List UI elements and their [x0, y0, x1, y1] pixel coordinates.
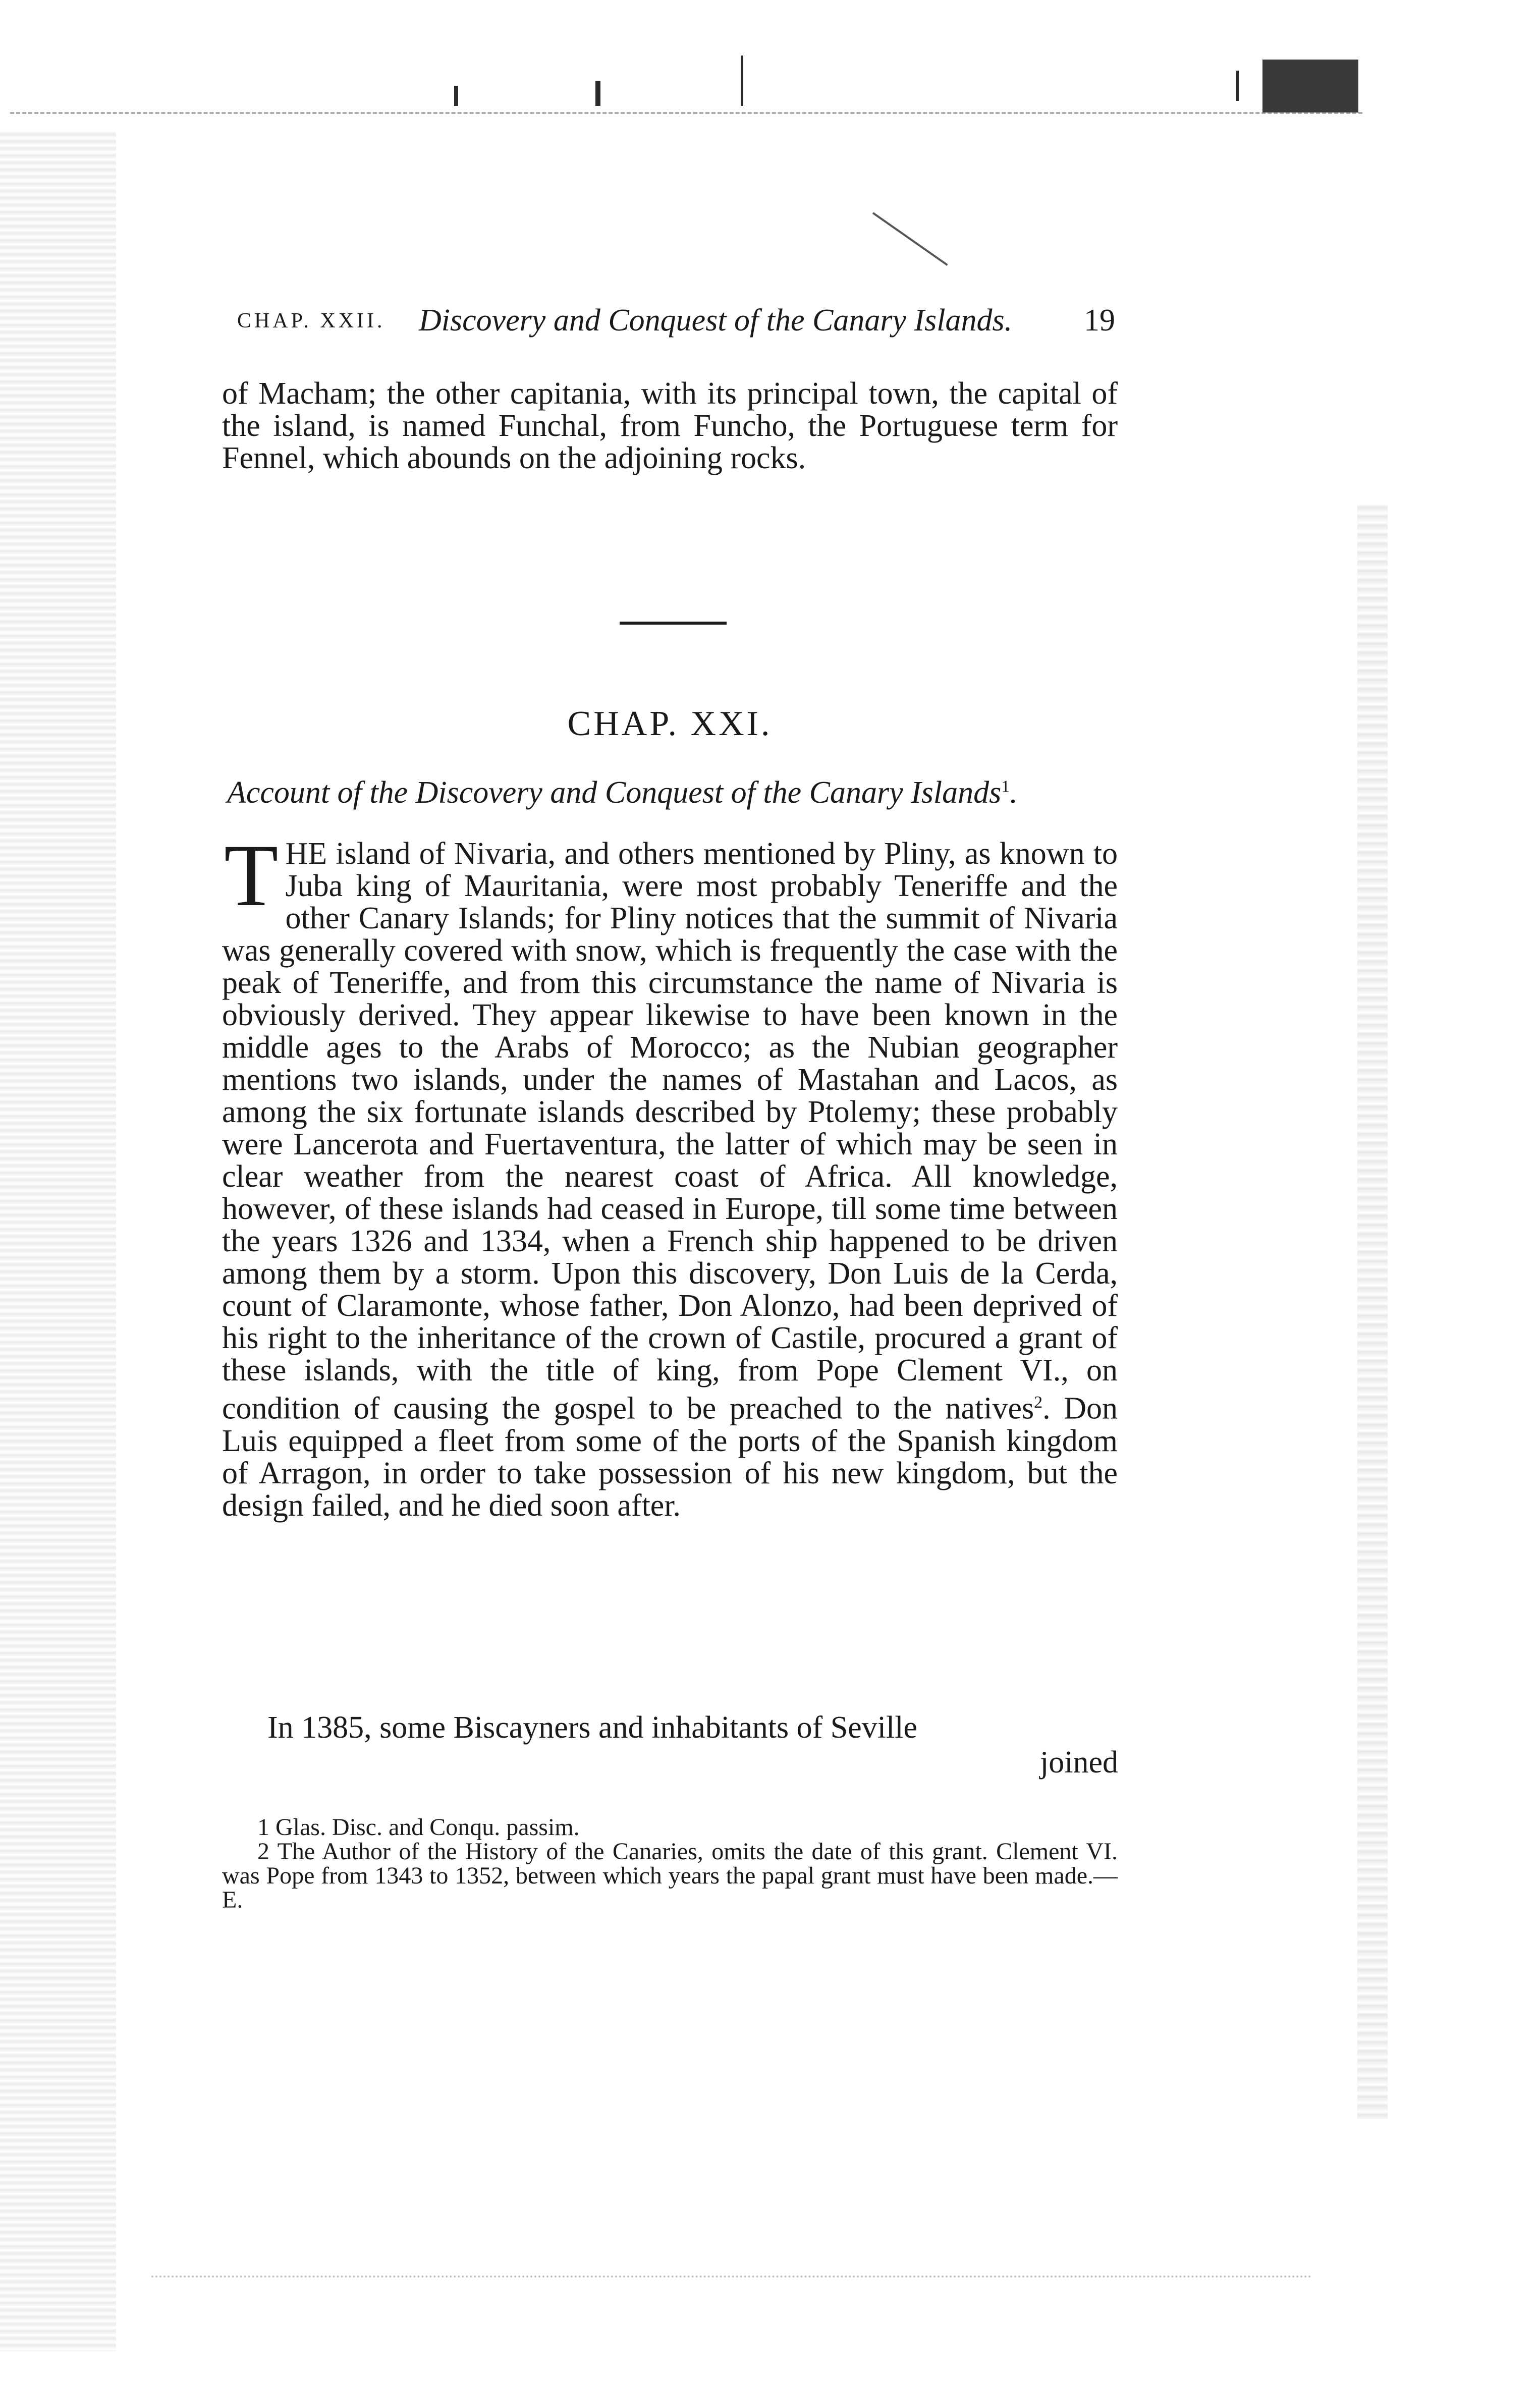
- scan-edge-left: [0, 131, 116, 2351]
- scan-bottom-edge: [151, 2276, 1312, 2278]
- running-head-title: Discovery and Conquest of the Canary Islands.: [419, 303, 1013, 338]
- footnote: [222, 1815, 1118, 1840]
- main-paragraph: [222, 826, 1118, 1523]
- drop-cap: T: [224, 826, 279, 925]
- footnote: [222, 1840, 1118, 1912]
- final-paragraph: In 1385, some Biscayners and inhabitants of Seville: [267, 1710, 917, 1745]
- footnote-ref: 1: [1001, 777, 1010, 796]
- main-paragraph-text-after-note: . Don Luis equipped a fleet from some of the ports of the Spanish kingdom of Arragon, in order to take possession of his new kingdom, but the design failed, and he died soon after.: [222, 1391, 1118, 1523]
- scan-mark: [741, 56, 743, 106]
- footnote-text: The Author of the History of the Canaries, omits the date of this grant. Clement VI. was Pope from 1343 to 1352, between which years the papal grant must have been made.—E.: [222, 1838, 1118, 1913]
- scan-mark: [1236, 71, 1239, 101]
- footnote-ref: 2: [1034, 1393, 1043, 1412]
- section-divider: [620, 622, 727, 625]
- scan-mark: [454, 86, 458, 106]
- footnote-marker: 1: [257, 1814, 269, 1841]
- running-head: [237, 303, 1115, 343]
- opening-paragraph: of Macham; the other capitania, with its principal town, the capital of the island, is named Funchal, from Funcho, the Portuguese term for Fennel, which abounds on the adjoining rocks.: [222, 376, 1118, 475]
- chapter-heading: CHAP. XXI.: [567, 704, 773, 743]
- running-head-chapter: CHAP. XXII.: [237, 309, 386, 332]
- footnotes: [222, 1815, 1118, 1912]
- chapter-subtitle: Account of the Discovery and Conquest of the Canary Islands$^1$.: [227, 775, 1018, 810]
- main-paragraph-text: HE island of Nivaria, and others mentioned by Pliny, as known to Juba king of Mauritania, were most probably Teneriffe and the other Canary Islands; for Pliny notices that the summit of Nivaria was generally covered with snow, which is frequently the case with the peak of Teneriffe, and from this circumstance the name of Nivaria is obviously derived. They appear likewise to have been known in the middle ages to the Arabs of Morocco; as the Nubian geographer mentions two islands, under the names of Mastahan and Lacos, as among the six fortunate islands described by Ptolemy; these probably were Lancerota and Fuertaventura, the latter of which may be seen in clear weather from the nearest coast of Africa. All knowledge, however, of these islands had ceased in Europe, till some time between the years 1326 and 1334, when a French ship happened to be driven among them by a storm. Upon this discovery, Don Luis de la Cerda, count of Claramonte, whose father, Don Alonzo, had been deprived of his right to the inheritance of the crown of Castile, procured a grant of these islands, with the title of king, from Pope Clement VI., on condition of causing the gospel to be preached to the natives: [222, 837, 1118, 1426]
- scan-mark: [595, 81, 600, 106]
- scan-top-edge: [10, 112, 1362, 114]
- footnote-marker: 2: [257, 1838, 269, 1865]
- catchword: joined: [1040, 1745, 1118, 1780]
- scan-dark-patch: [1262, 60, 1358, 113]
- scan-edge-right: [1357, 505, 1388, 2119]
- scan-pen-stroke: [872, 212, 948, 266]
- footnote-text: Glas. Disc. and Conqu. passim.: [276, 1814, 580, 1841]
- page-number: 19: [1084, 303, 1115, 338]
- chapter-subtitle-text: Account of the Discovery and Conquest of the Canary Islands: [227, 775, 1002, 810]
